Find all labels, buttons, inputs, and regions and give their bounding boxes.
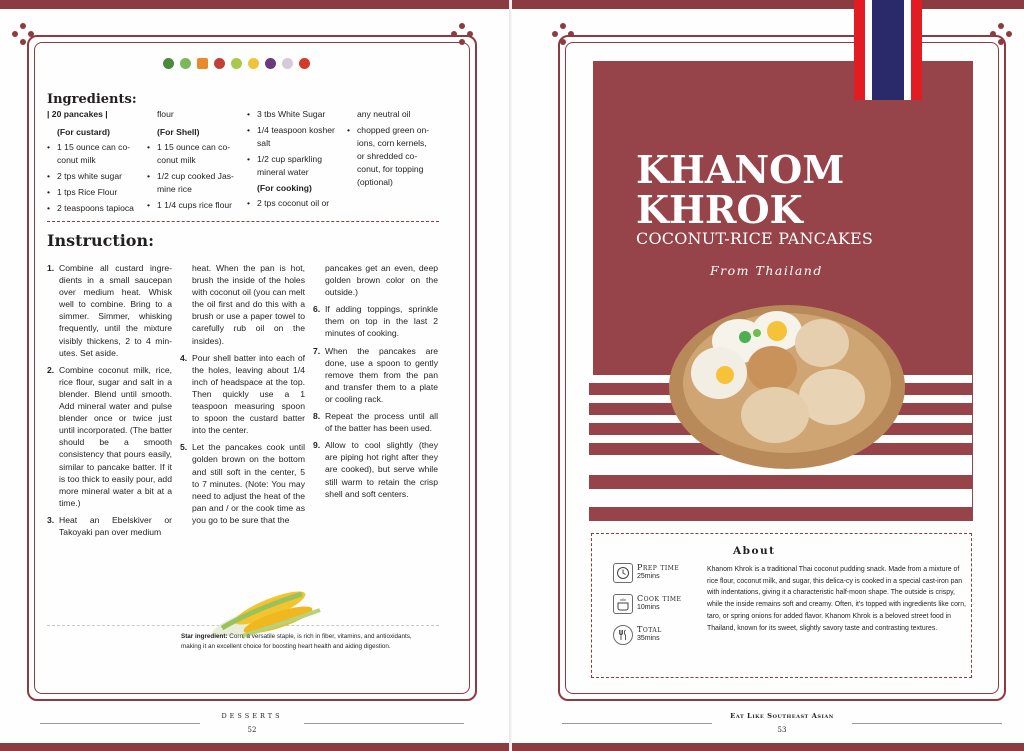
about-text: Khanom Khrok is a traditional Thai coconut pudding snack. Made from a mixture of rice flour, coconut milk, and sugar, this delica-cy is cooked in a special cast-iron pan with indentations, giving it a characteristic half-moon shape. The outside is crispy, while the inside remains soft and creamy. Often, it's topped with ingredients like corn, taro, or spring onions for added flavor. Khanom Khrok is a beloved street food in Thailand, known for its sweet, slightly savory taste and contrasting textures. xyxy=(707,566,966,632)
instruction-step xyxy=(180,262,305,347)
about-title: About xyxy=(733,545,776,557)
list-item-continued: any neutral oil xyxy=(357,109,411,119)
instruction-step xyxy=(313,303,438,339)
servings: | 20 pancakes | xyxy=(47,109,108,119)
step-text: Repeat the process until all of the batter has been used. xyxy=(325,411,438,434)
instruction-step xyxy=(313,410,438,434)
cabbage-icon xyxy=(180,58,191,69)
cutlery-icon xyxy=(613,625,633,645)
thai-flag xyxy=(854,0,922,100)
instruction-step xyxy=(313,345,438,405)
instruction-step xyxy=(180,441,305,526)
star-ingredient-label: Star ingredient: xyxy=(181,633,228,640)
prep-time-label: Prep time xyxy=(637,563,680,572)
list-item: • 1/4 teaspoon kosher salt xyxy=(247,124,347,150)
footer-section: Eat Like Southeast Asian xyxy=(730,712,834,720)
list-item: • chopped green on-ions, corn kernels, or shredded co-conut, for topping (optional) xyxy=(347,124,432,189)
eggplant-icon xyxy=(265,58,276,69)
step-text: Allow to cool slightly (they are piping hot right after they are cooked), but serve while still warm to retain the crisp shell and soft centers. xyxy=(325,440,438,499)
step-number: 4. xyxy=(180,352,188,363)
instruction-step xyxy=(313,262,438,298)
instruction-step xyxy=(47,514,172,538)
list-item: • 1 15 ounce can co-conut milk xyxy=(147,141,247,167)
footer-rule xyxy=(562,723,712,724)
instruction-step xyxy=(47,364,172,509)
step-text: Pour shell batter into each of the holes, leaving about 1/4 inch of headspace at the top. Then quickly use a 1 teaspoon measuring spoon to spoon the custard batter into the center. xyxy=(192,352,305,436)
star-ingredient-text: Corn, a versatile staple, is rich in fiber, vitamins, and antioxidants, making it an excellent choice for boosting heart health and aiding digestion. xyxy=(181,633,412,650)
list-item: • 1 1/4 cups rice flour xyxy=(147,199,247,212)
dish-title-line: KHROK xyxy=(636,187,803,232)
instruction-step xyxy=(313,439,438,499)
step-number: 3. xyxy=(47,514,55,525)
footer-rule xyxy=(852,723,1002,724)
page-number: 53 xyxy=(777,726,787,734)
ingredients-title: Ingredients: xyxy=(47,92,137,107)
corner-ornament-icon xyxy=(12,23,34,45)
list-item: • 2 tps coconut oil or xyxy=(247,197,347,210)
page-number: 52 xyxy=(247,726,257,734)
step-number: 8. xyxy=(313,411,321,422)
top-band xyxy=(512,0,1024,9)
step-number: 1. xyxy=(47,263,55,273)
right-page xyxy=(512,0,1024,751)
pancake-bowl-image xyxy=(667,297,907,473)
hero-stripe xyxy=(589,489,972,507)
section-divider xyxy=(47,221,439,222)
dish-title xyxy=(636,147,916,232)
footer-section: DESSERTS xyxy=(221,712,283,720)
step-text: When the pancakes are done, use a spoon to gently remove them from the pan and transfer them to a plate or cooling rack. xyxy=(325,345,438,404)
dish-subtitle: COCONUT-RICE PANCAKES xyxy=(636,229,874,248)
list-item: • 1/2 cup cooked Jas-mine rice xyxy=(147,170,247,196)
step-text: Let the pancakes cook until golden brown on the bottom and still soft in the center, 5 to 7 minutes. (Note: You may need to adjust the heat of the pan and / or the cook time as you go to be sure that the xyxy=(192,442,305,525)
dish-title-line: KHANOM xyxy=(636,147,845,192)
footer-rule xyxy=(304,723,464,724)
step-number: 6. xyxy=(313,304,321,315)
bottom-band xyxy=(0,743,512,751)
ingredients-column-4 xyxy=(347,108,432,192)
total-time xyxy=(613,625,662,645)
cooking-heading: (For cooking) xyxy=(257,183,312,193)
chili-icon xyxy=(214,58,225,69)
tomato-icon xyxy=(299,58,310,69)
step-text: pancakes get an even, deep golden brown color on the outside.) xyxy=(325,263,438,298)
instructions-column-2 xyxy=(180,262,305,531)
ingredients-column-1 xyxy=(47,108,147,218)
cook-time-value: 10mins xyxy=(637,604,660,611)
list-item: • 1 15 ounce can co-conut milk xyxy=(47,141,147,167)
step-text: Combine all custard ingre-dients in a small saucepan over medium heat. Whisk well to combine. Bring to a simmer. Simmer, whisking frequently, until the mixture visibly thickens, 2 to 4 min-utes. Set aside. xyxy=(59,263,172,358)
total-time-value: 35mins xyxy=(637,635,660,642)
step-text: Combine coconut milk, rice, rice flour, sugar and salt in a blender. Blend until smooth. Add mineral water and pulse blender once or twice just until incorporated. (The batter should be a smooth consistency that pours easily, similar to pancake batter. If it is too thick to easily pour, add more mineral water a bit at a time.) xyxy=(59,364,172,508)
instruction-step xyxy=(47,262,172,359)
instructions-column-3 xyxy=(313,262,438,505)
step-text: Heat an Ebelskiver or Takoyaki pan over medium xyxy=(59,514,172,537)
corner-ornament-icon xyxy=(451,23,473,45)
instruction-step xyxy=(180,352,305,437)
footer-rule xyxy=(40,723,200,724)
page-footer xyxy=(562,712,1002,734)
pot-icon xyxy=(613,594,633,614)
custard-heading: (For custard) xyxy=(57,127,110,137)
step-text: If adding toppings, sprinkle them on top in the last 2 minutes of cooking. xyxy=(325,304,438,339)
corn-image xyxy=(212,580,324,640)
step-number: 5. xyxy=(180,442,188,453)
clock-icon xyxy=(613,563,633,583)
garlic-icon xyxy=(282,58,293,69)
corner-ornament-icon xyxy=(552,23,574,45)
list-item-continued: flour xyxy=(157,109,174,119)
shell-heading: (For Shell) xyxy=(157,127,200,137)
step-number: 7. xyxy=(313,345,321,356)
ingredients-column-3 xyxy=(247,108,347,213)
cook-time-label: Cook time xyxy=(637,594,682,603)
hero-stripe xyxy=(589,507,972,521)
list-item: • 2 teaspoons tapioca xyxy=(47,202,147,215)
corner-ornament-icon xyxy=(990,23,1012,45)
total-time-label: Total xyxy=(637,625,662,634)
instructions-title: Instruction: xyxy=(47,231,154,250)
list-item: • 1 tps Rice Flour xyxy=(47,186,147,199)
step-number: 2. xyxy=(47,364,55,375)
instructions-column-1 xyxy=(47,262,172,543)
list-item: • 3 tbs White Sugar xyxy=(247,108,347,121)
carrot-icon xyxy=(197,58,208,69)
list-item: • 1/2 cup sparkling mineral water xyxy=(247,153,347,179)
list-item: • 2 tps white sugar xyxy=(47,170,147,183)
star-ingredient-note xyxy=(181,632,421,651)
dish-origin: From Thailand xyxy=(710,263,823,278)
step-number: 9. xyxy=(313,440,321,451)
vegetable-row-icons xyxy=(163,58,310,69)
prep-time xyxy=(613,563,679,583)
bottom-band xyxy=(512,743,1024,751)
top-band xyxy=(0,0,512,9)
cook-time xyxy=(613,594,681,614)
step-text: heat. When the pan is hot, brush the inside of the holes with coconut oil (you can melt the oil first and do this with a brush or use a paper towel to carefully rub oil on the insides). xyxy=(192,263,305,346)
broccoli-icon xyxy=(163,58,174,69)
prep-time-value: 25mins xyxy=(637,573,660,580)
page-footer xyxy=(40,712,464,734)
corn-icon xyxy=(248,58,259,69)
ingredients-column-2 xyxy=(147,108,247,215)
pepper-icon xyxy=(231,58,242,69)
hero-stripe xyxy=(589,475,972,489)
